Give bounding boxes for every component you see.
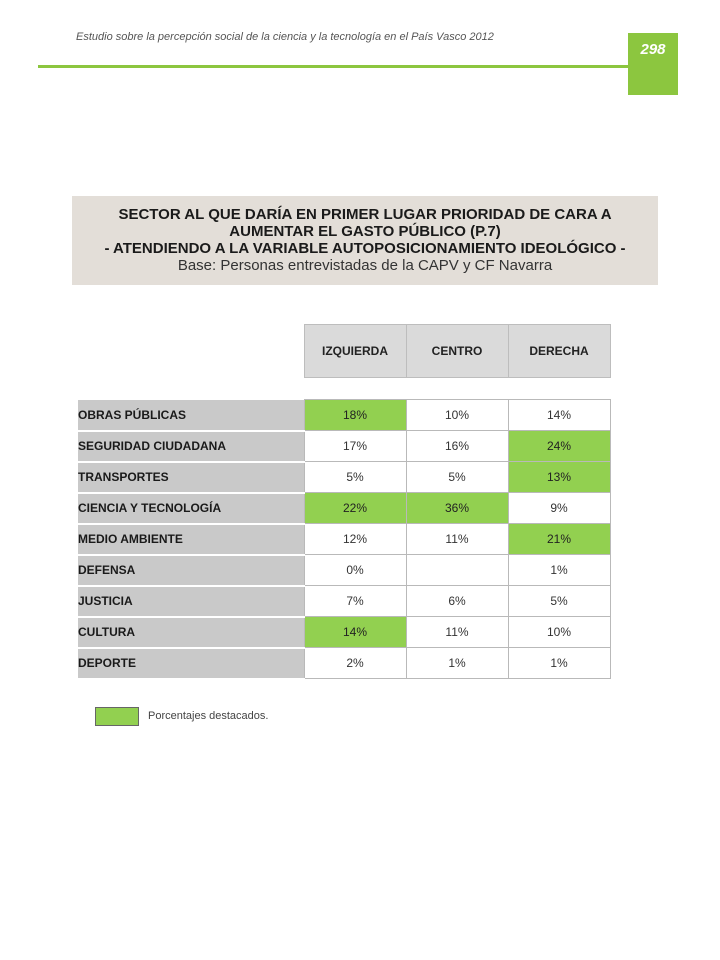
value-cell: 5%	[406, 462, 508, 493]
title-line-1: SECTOR AL QUE DARÍA EN PRIMER LUGAR PRIORIDAD DE CARA A	[118, 206, 612, 223]
title-line-2: AUMENTAR EL GASTO PÚBLICO (P.7)	[229, 223, 501, 240]
row-label: DEPORTE	[78, 648, 304, 679]
table-row	[78, 617, 610, 648]
column-header-centro: CENTRO	[406, 325, 508, 378]
value-cell: 14%	[508, 400, 610, 431]
value-cell: 1%	[508, 648, 610, 679]
running-header: Estudio sobre la percepción social de la ciencia y la tecnología en el País Vasco 2012	[76, 31, 494, 43]
legend-label: Porcentajes destacados.	[148, 710, 269, 722]
row-label: OBRAS PÚBLICAS	[78, 400, 304, 431]
legend-swatch	[95, 707, 139, 726]
value-cell: 16%	[406, 431, 508, 462]
value-cell: 1%	[508, 555, 610, 586]
page-number-box	[628, 33, 678, 95]
table-row	[78, 524, 610, 555]
row-label: TRANSPORTES	[78, 462, 304, 493]
table-row	[78, 400, 610, 431]
value-cell: 12%	[304, 524, 406, 555]
value-cell: 1%	[406, 648, 508, 679]
value-cell: 14%	[304, 617, 406, 648]
column-header-derecha: DERECHA	[508, 325, 610, 378]
table-row	[78, 431, 610, 462]
table-row	[78, 555, 610, 586]
value-cell: 2%	[304, 648, 406, 679]
table-row	[78, 586, 610, 617]
value-cell	[406, 555, 508, 586]
value-cell: 24%	[508, 431, 610, 462]
value-cell: 13%	[508, 462, 610, 493]
table-header-row	[78, 325, 610, 378]
results-table	[78, 324, 611, 680]
value-cell: 7%	[304, 586, 406, 617]
table-row	[78, 493, 610, 524]
table-body	[78, 400, 610, 679]
title-base: Base: Personas entrevistadas de la CAPV y CF Navarra	[177, 257, 553, 274]
value-cell: 17%	[304, 431, 406, 462]
header-corner	[78, 325, 304, 378]
header-spacer	[78, 378, 610, 400]
title-line-3: - ATENDIENDO A LA VARIABLE AUTOPOSICIONAMIENTO IDEOLÓGICO -	[104, 240, 626, 257]
table-title-box	[72, 196, 658, 285]
row-label: SEGURIDAD CIUDADANA	[78, 431, 304, 462]
value-cell: 5%	[304, 462, 406, 493]
value-cell: 18%	[304, 400, 406, 431]
column-header-izquierda: IZQUIERDA	[304, 325, 406, 378]
value-cell: 36%	[406, 493, 508, 524]
value-cell: 10%	[406, 400, 508, 431]
value-cell: 11%	[406, 524, 508, 555]
row-label: DEFENSA	[78, 555, 304, 586]
table-row	[78, 462, 610, 493]
value-cell: 21%	[508, 524, 610, 555]
value-cell: 10%	[508, 617, 610, 648]
row-label: CULTURA	[78, 617, 304, 648]
value-cell: 9%	[508, 493, 610, 524]
header-rule	[38, 65, 628, 68]
value-cell: 5%	[508, 586, 610, 617]
table-row	[78, 648, 610, 679]
row-label: JUSTICIA	[78, 586, 304, 617]
value-cell: 6%	[406, 586, 508, 617]
page-number: 298	[640, 41, 666, 58]
value-cell: 11%	[406, 617, 508, 648]
value-cell: 0%	[304, 555, 406, 586]
row-label: CIENCIA Y TECNOLOGÍA	[78, 493, 304, 524]
row-label: MEDIO AMBIENTE	[78, 524, 304, 555]
value-cell: 22%	[304, 493, 406, 524]
